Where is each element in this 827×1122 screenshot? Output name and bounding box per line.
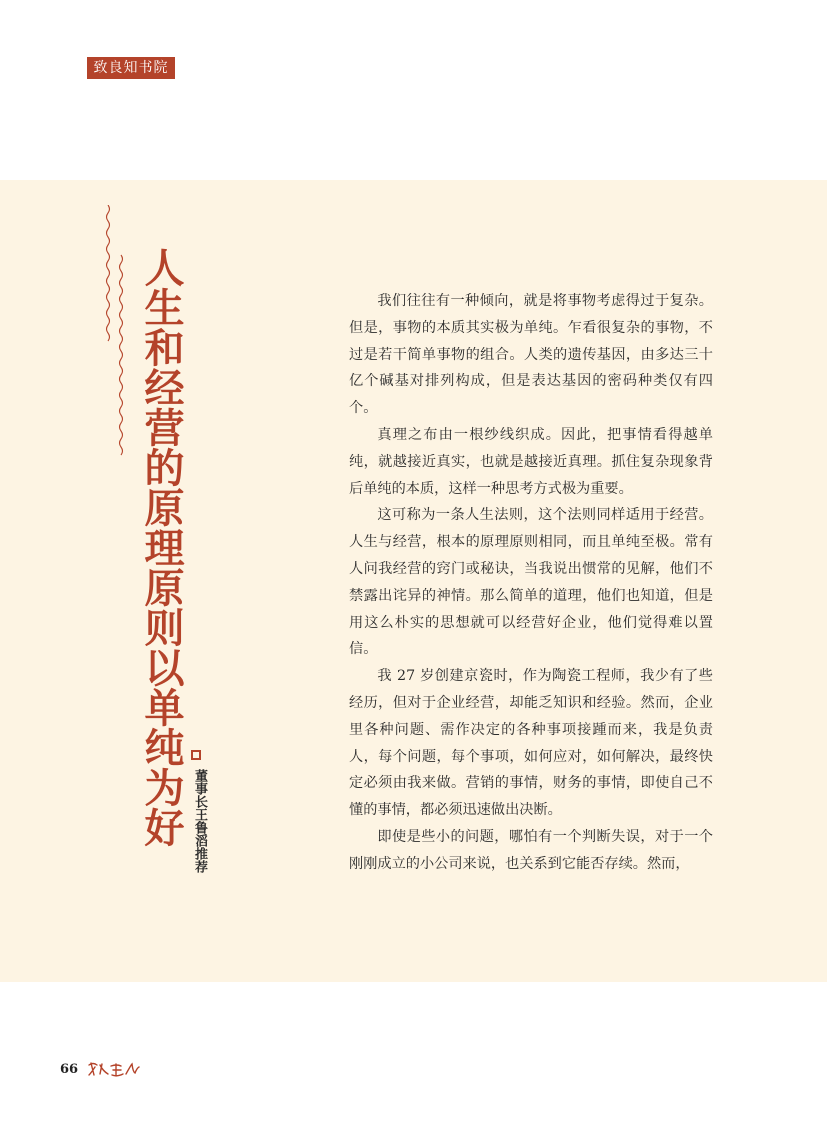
paragraph: 我 27 岁创建京瓷时，作为陶瓷工程师，我少有了些经历，但对于企业经营，却能乏知识和经验。然而，企业里各种问题、需作决定的各种事项接踵而来，我是负责人，每个问题，每个事项，如何应对，如何解决，最终快定必须由我来做。营销的事情，财务的事情，即使自己不懂的事情，都必须迅速做出决断。 <box>349 668 713 819</box>
paragraph: 我们往往有一种倾向，就是将事物考虑得过于复杂。但是，事物的本质其实极为单纯。乍看很复杂的事物，不过是若干简单事物的组合。人类的遗传基因，由多达三十亿个碱基对排列构成，但是表达基因的密码种类仅有四个。 <box>349 293 713 417</box>
article-body <box>349 288 713 878</box>
recommender-credit: 董事长王鲁滔推荐 <box>192 769 207 873</box>
section-tag: 致良知书院 <box>87 57 175 79</box>
page-number: 66 <box>60 1062 79 1077</box>
paragraph: 即使是些小的问题，哪怕有一个判断失误，对于一个刚刚成立的小公司来说，也关系到它能否存续。然而， <box>349 828 713 872</box>
article-title: 人生和经营的原理原则以单纯为好 <box>138 247 185 847</box>
wavy-ornament <box>104 205 126 465</box>
square-bullet-icon <box>191 750 201 760</box>
magazine-logo <box>86 1059 140 1079</box>
paragraph: 这可称为一条人生法则，这个法则同样适用于经营。人生与经营，根本的原理原则相同，而且单纯至极。常有人问我经营的窍门或秘诀，当我说出惯常的见解，他们不禁露出诧异的神情。那么简单的道理，他们也知道，但是用这么朴实的思想就可以经营好企业，他们觉得难以置信。 <box>349 507 713 658</box>
paragraph: 真理之布由一根纱线织成。因此，把事情看得越单纯，就越接近真实，也就是越接近真理。抓住复杂现象背后单纯的本质，这样一种思考方式极为重要。 <box>349 426 713 497</box>
